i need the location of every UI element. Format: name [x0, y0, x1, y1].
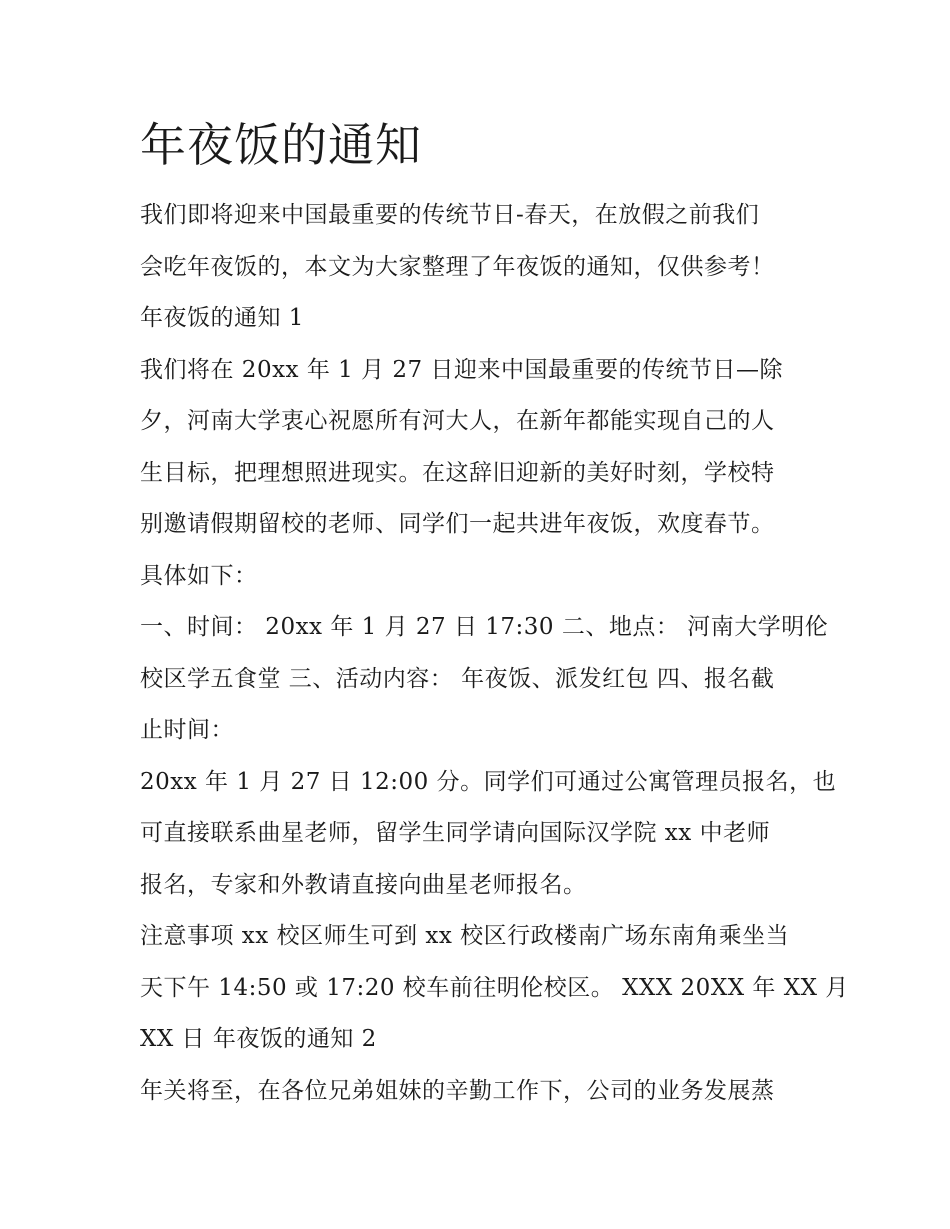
document-page	[140, 112, 849, 1117]
text-line: 校区学五食堂 三、活动内容： 年夜饭、派发红包 四、报名截	[140, 665, 775, 692]
text-line: 具体如下：	[140, 562, 258, 589]
text-line: 注意事项 xx 校区师生可到 xx 校区行政楼南广场东南角乘坐当	[140, 923, 790, 949]
text-line: 天下午 14:50 或 17:20 校车前往明伦校区。 XXX 20XX 年 XX 月	[140, 974, 849, 1001]
text-line: 别邀请假期留校的老师、同学们一起共进年夜饭，欢度春节。	[140, 511, 775, 537]
text-line: 20xx 年 1 月 27 日 12:00 分。同学们可通过公寓管理员报名，也	[140, 768, 837, 795]
text-line: 生目标，把理想照进现实。在这辞旧迎新的美好时刻，学校特	[140, 459, 775, 486]
text-line: 夕，河南大学衷心祝愿所有河大人，在新年都能实现自己的人	[140, 408, 775, 434]
text-line: 我们即将迎来中国最重要的传统节日-春天，在放假之前我们	[140, 202, 760, 228]
section-heading: 年夜饭的通知 1	[140, 305, 304, 331]
text-line: 会吃年夜饭的，本文为大家整理了年夜饭的通知，仅供参考！	[140, 253, 775, 280]
text-line: XX 日 年夜饭的通知 2	[140, 1026, 377, 1052]
text-line: 年关将至，在各位兄弟姐妹的辛勤工作下，公司的业务发展蒸	[140, 1077, 775, 1104]
text-line: 止时间：	[140, 717, 234, 743]
text-line: 我们将在 20xx 年 1 月 27 日迎来中国最重要的传统节日—除	[140, 356, 783, 383]
text-line: 可直接联系曲星老师，留学生同学请向国际汉学院 xx 中老师	[140, 820, 771, 846]
text-line: 报名，专家和外教请直接向曲星老师报名。	[140, 871, 587, 898]
text-line: 一、时间： 20xx 年 1 月 27 日 17:30 二、地点： 河南大学明伦	[140, 614, 829, 640]
page-title: 年夜饭的通知	[140, 118, 422, 172]
